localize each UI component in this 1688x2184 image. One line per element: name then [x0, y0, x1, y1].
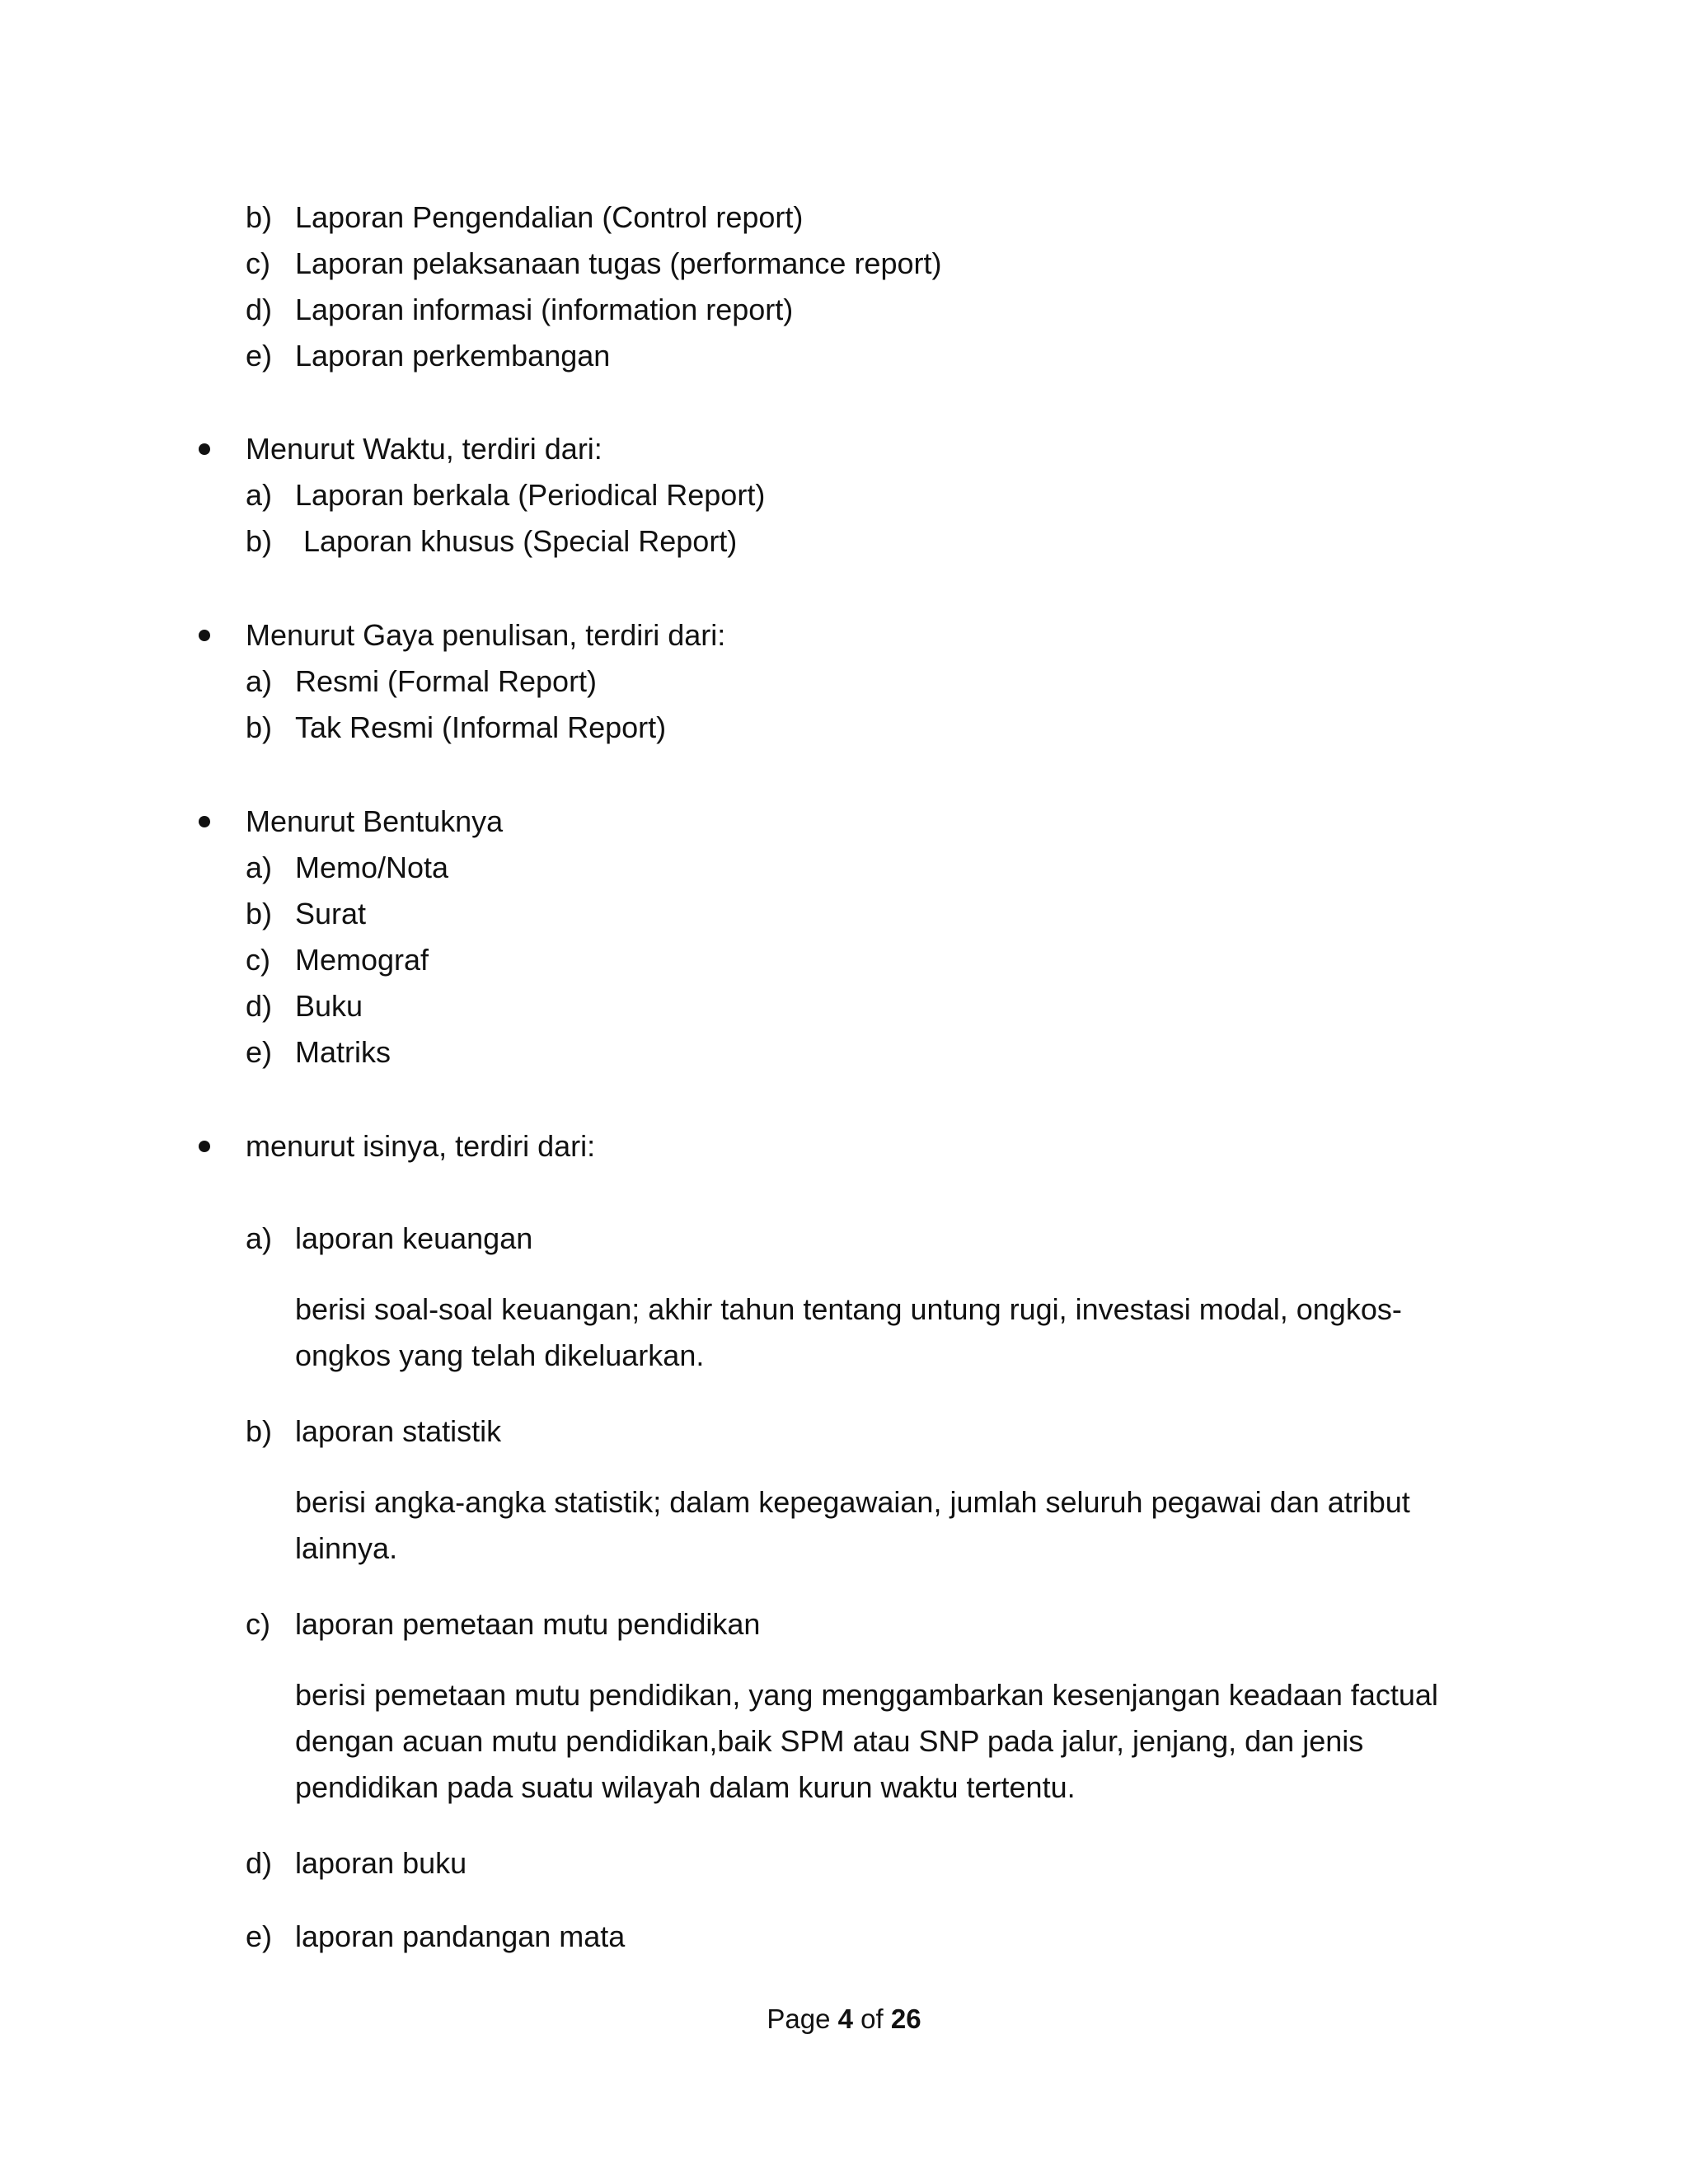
- bullet-icon: [199, 1141, 210, 1152]
- current-page-number: 4: [837, 2004, 854, 2034]
- list-item-marker: a): [246, 478, 273, 512]
- list-item-marker: e): [246, 1919, 273, 1953]
- list-item: Laporan informasi (information report): [295, 293, 794, 326]
- section-heading-waktu: Menurut Waktu, terdiri dari:: [246, 432, 603, 466]
- list-item-marker: e): [246, 1035, 273, 1069]
- item-description: berisi pemetaan mutu pendidikan, yang menggambarkan kesenjangan keadaan factual dengan acuan mutu pendidikan,baik SPM atau SNP pada jalur, jenjang, dan jenis pendidikan pada suatu wilayah dalam kurun waktu tertentu.: [295, 1678, 1438, 1804]
- list-item-marker: c): [246, 246, 270, 280]
- list-item: Surat: [295, 897, 367, 930]
- item-description: berisi soal-soal keuangan; akhir tahun tentang untung rugi, investasi modal, ongkos-ongkos yang telah dikeluarkan.: [295, 1292, 1402, 1372]
- total-page-count: 26: [890, 2004, 921, 2034]
- list-item-marker: b): [246, 710, 273, 744]
- list-item: Tak Resmi (Informal Report): [295, 710, 667, 744]
- list-item-marker: b): [246, 1414, 273, 1448]
- list-item: Buku: [295, 989, 363, 1023]
- list-item-marker: d): [246, 989, 273, 1023]
- list-item: Laporan pelaksanaan tugas (performance report): [295, 246, 942, 280]
- list-item-marker: b): [246, 524, 273, 558]
- bullet-icon: [199, 630, 210, 641]
- section-heading-isi: menurut isinya, terdiri dari:: [246, 1129, 596, 1163]
- list-item: laporan statistik: [295, 1414, 502, 1448]
- list-item: Laporan berkala (Periodical Report): [295, 478, 766, 512]
- list-item-marker: a): [246, 664, 273, 698]
- page-footer: [0, 2001, 1688, 2037]
- list-item: laporan pandangan mata: [295, 1919, 626, 1953]
- list-item-marker: e): [246, 339, 273, 373]
- list-item-marker: b): [246, 200, 273, 234]
- list-item: laporan keuangan: [295, 1221, 533, 1255]
- list-item-marker: d): [246, 1846, 273, 1880]
- list-item: Matriks: [295, 1035, 391, 1069]
- list-item: laporan buku: [295, 1846, 467, 1880]
- list-item-marker: c): [246, 1607, 270, 1641]
- list-item-marker: a): [246, 1221, 273, 1255]
- section-heading-gaya: Menurut Gaya penulisan, terdiri dari:: [246, 618, 726, 652]
- section-heading-bentuk: Menurut Bentuknya: [246, 804, 504, 838]
- footer-middle: of: [853, 2004, 891, 2034]
- list-item: Memograf: [295, 943, 429, 977]
- list-item-marker: b): [246, 897, 273, 930]
- list-item: laporan pemetaan mutu pendidikan: [295, 1607, 761, 1641]
- list-item-marker: c): [246, 943, 270, 977]
- list-item: Resmi (Formal Report): [295, 664, 598, 698]
- list-item: Laporan Pengendalian (Control report): [295, 200, 804, 234]
- footer-prefix: Page: [767, 2004, 838, 2034]
- item-description: berisi angka-angka statistik; dalam kepegawaian, jumlah seluruh pegawai dan atribut lainnya.: [295, 1485, 1410, 1565]
- list-item: Laporan khusus (Special Report): [295, 524, 738, 558]
- list-item: Memo/Nota: [295, 851, 449, 884]
- list-item-marker: d): [246, 293, 273, 326]
- list-item-marker: a): [246, 851, 273, 884]
- bullet-icon: [199, 443, 210, 455]
- list-item: Laporan perkembangan: [295, 339, 611, 373]
- bullet-icon: [199, 816, 210, 827]
